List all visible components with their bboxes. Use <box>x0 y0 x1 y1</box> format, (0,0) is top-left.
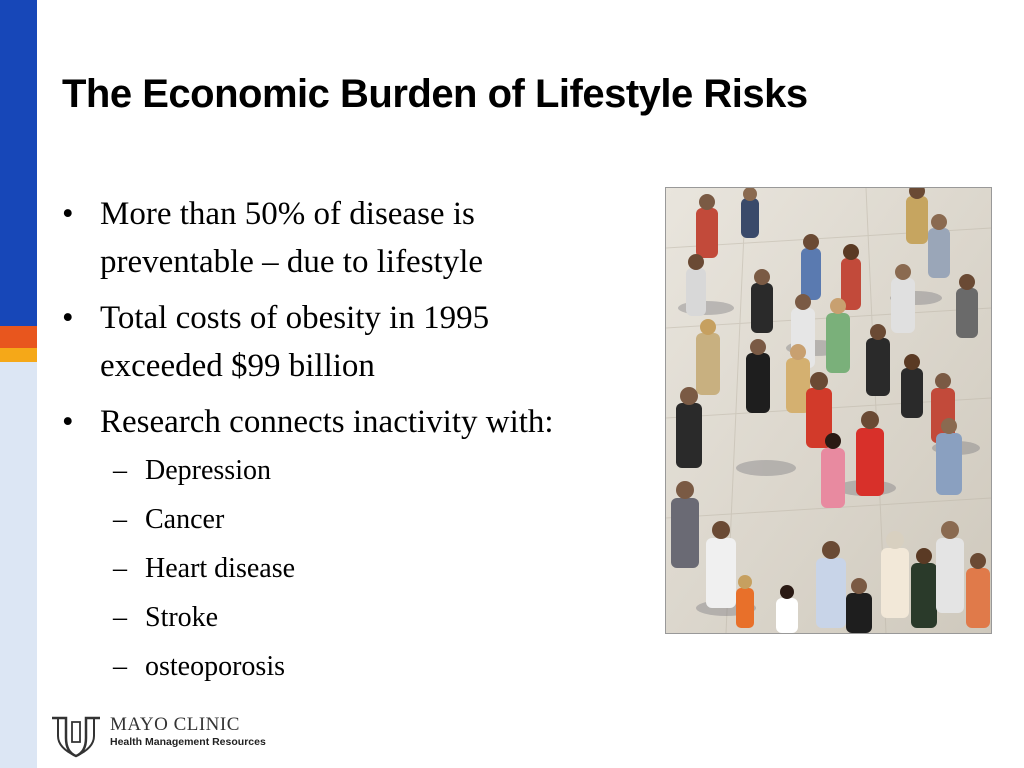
sub-bullet-dash: – <box>113 553 127 584</box>
sub-bullet-text: Stroke <box>145 602 219 633</box>
sub-bullet-item <box>62 544 662 593</box>
bullet-text-line: Total costs of obesity in 1995 <box>100 300 490 336</box>
sub-bullet-dash: – <box>113 455 127 486</box>
logo-name: MAYO CLINIC <box>110 714 240 735</box>
sub-bullet-item <box>62 642 662 691</box>
bullet-text-line: More than 50% of disease is <box>100 196 475 232</box>
sidebar-gold-band <box>0 348 37 362</box>
crowd-photo <box>665 187 992 634</box>
bullet-list <box>62 190 662 691</box>
bullet-text-line: exceeded $99 billion <box>100 348 375 384</box>
sub-bullet-item <box>62 593 662 642</box>
sub-bullet-text: osteoporosis <box>145 651 285 682</box>
sidebar-blue-band <box>0 0 37 326</box>
logo-subtitle: Health Management Resources <box>110 736 266 748</box>
bullet-text-line: Research connects inactivity with: <box>100 404 554 440</box>
crowd-photo-art <box>666 188 991 633</box>
bullet-dot: • <box>62 196 74 232</box>
bullet-dot: • <box>62 404 74 440</box>
sub-bullet-text: Cancer <box>145 504 225 535</box>
bullet-text-line: preventable – due to lifestyle <box>100 244 484 280</box>
sidebar-red-band <box>0 326 37 348</box>
sub-bullet-dash: – <box>113 602 127 633</box>
sub-bullet-item <box>62 446 662 495</box>
mayo-shield-icon <box>48 712 104 760</box>
mayo-clinic-logo <box>48 712 308 760</box>
sub-bullet-dash: – <box>113 504 127 535</box>
sub-bullet-text: Heart disease <box>145 553 296 584</box>
sidebar-stripe <box>0 0 37 768</box>
bullet-item <box>62 190 662 286</box>
bullet-dot: • <box>62 300 74 336</box>
sub-bullet-dash: – <box>113 651 127 682</box>
sub-bullet-item <box>62 495 662 544</box>
sub-bullet-text: Depression <box>145 455 271 486</box>
bullet-item <box>62 294 662 390</box>
bullet-item <box>62 398 662 446</box>
slide-title: The Economic Burden of Lifestyle Risks <box>62 72 808 116</box>
